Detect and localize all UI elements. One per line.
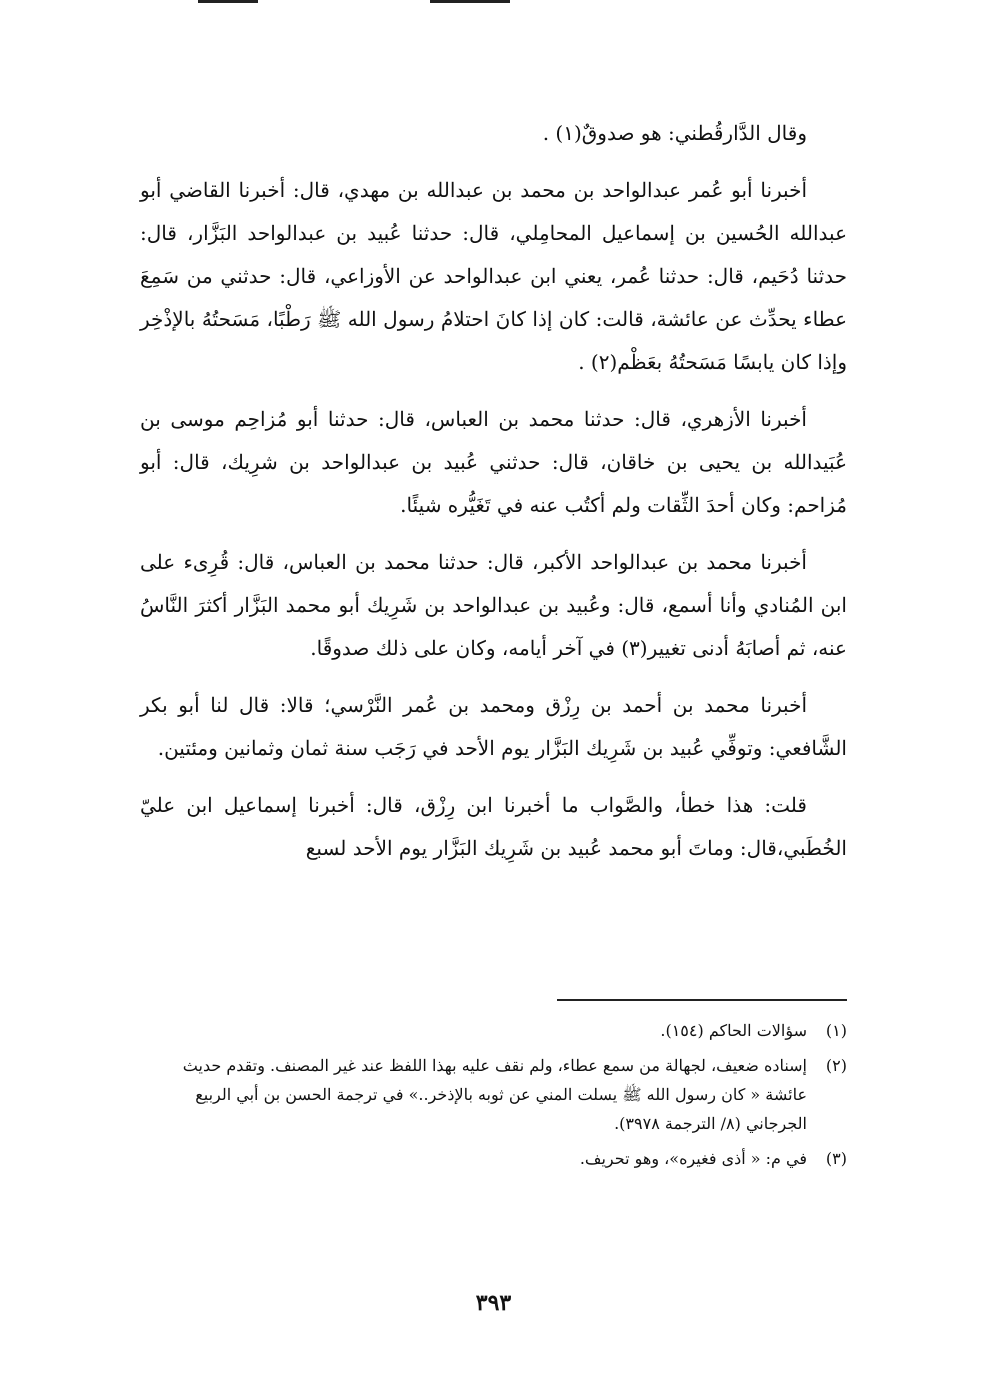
footnote xyxy=(140,1016,847,1045)
footnote-separator xyxy=(557,999,847,1001)
footnote-text: سؤالات الحاكم (١٥٤). xyxy=(660,1021,807,1040)
paragraph: أخبرنا محمد بن أحمد بن رِزْق ومحمد بن عُمر النَّرْسي؛ قالا: قال لنا أبو بكر الشَّافعي: وتوفِّي عُبيد بن شَرِيك البَزَّار يوم الأحد في رَجَب سنة ثمان وثمانين ومئتين. xyxy=(140,693,847,760)
footnote-number: (٣) xyxy=(825,1149,847,1168)
paragraph: أخبرنا الأزهري، قال: حدثنا محمد بن العباس، قال: حدثنا أبو مُزاحِم موسى بن عُبَيدالله بن يحيى بن خاقان، قال: حدثني عُبيد بن عبدالواحد بن شرِيك، قال: أبو مُزاحم: وكان أحدَ الثِّقات ولم أكتُب عنه في تَغَيُّره شيئًا. xyxy=(140,407,847,517)
paragraph: وقال الدَّارقُطني: هو صدوقٌ(١) . xyxy=(542,121,807,145)
footnote xyxy=(140,1051,847,1138)
footnote xyxy=(140,1144,847,1173)
paragraph: أخبرنا أبو عُمر عبدالواحد بن محمد بن عبدالله بن مهدي، قال: أخبرنا القاضي أبو عبدالله الحُسين بن إسماعيل المحامِلي، قال: حدثنا عُبيد بن عبدالواحد البَزَّار، قال: حدثنا دُحَيم، قال: حدثنا عُمر، يعني ابن عبدالواحد عن الأوزاعي، قال: حدثني من سَمِعَ عطاء يحدِّث عن عائشة، قالت: كان إذا كانَ احتلامُ رسول الله ﷺ رَطْبًا، مَسَحتُهُ بالإذْخِر وإذا كان يابسًا مَسَحتُهُ بعَظْم(٢) . xyxy=(140,178,848,374)
footnotes xyxy=(140,1016,847,1179)
main-text xyxy=(140,112,847,884)
footnote-text: في م: « أذى فغيره»، وهو تحريف. xyxy=(579,1149,807,1168)
top-edge-mark-right xyxy=(430,0,510,3)
footnote-number: (١) xyxy=(825,1021,847,1040)
footnote-number: (٢) xyxy=(825,1056,847,1075)
paragraph: قلت: هذا خطأ، والصَّواب ما أخبرنا ابن رِزْق، قال: أخبرنا إسماعيل ابن عليّ الخُطَبي،قال: وماتَ أبو محمد عُبيد بن شَرِيك البَزَّار يوم الأحد لسبع xyxy=(140,793,847,860)
footnote-text: إسناده ضعيف، لجهالة من سمع عطاء، ولم نقف عليه بهذا اللفظ عند غير المصنف. وتقدم حديث عائشة « كان رسول الله ﷺ يسلت المني عن ثوبه بالإذخر..» في ترجمة الحسن بن أبي الربيع الجرجاني (٨/ الترجمة ٣٩٧٨). xyxy=(182,1056,807,1133)
top-edge-mark-left xyxy=(198,0,258,3)
page-number: ٣٩٣ xyxy=(475,1290,512,1316)
paragraph: أخبرنا محمد بن عبدالواحد الأكبر، قال: حدثنا محمد بن العباس، قال: قُرِىء على ابن المُنادي وأنا أسمع، قال: وعُبيد بن عبدالواحد بن شَرِيك أبو محمد البَزَّار أكثرَ النَّاسُ عنه، ثم أصابَهُ أدنى تغيير(٣) في آخر أيامه، وكان على ذلك صدوقًا. xyxy=(140,550,847,660)
